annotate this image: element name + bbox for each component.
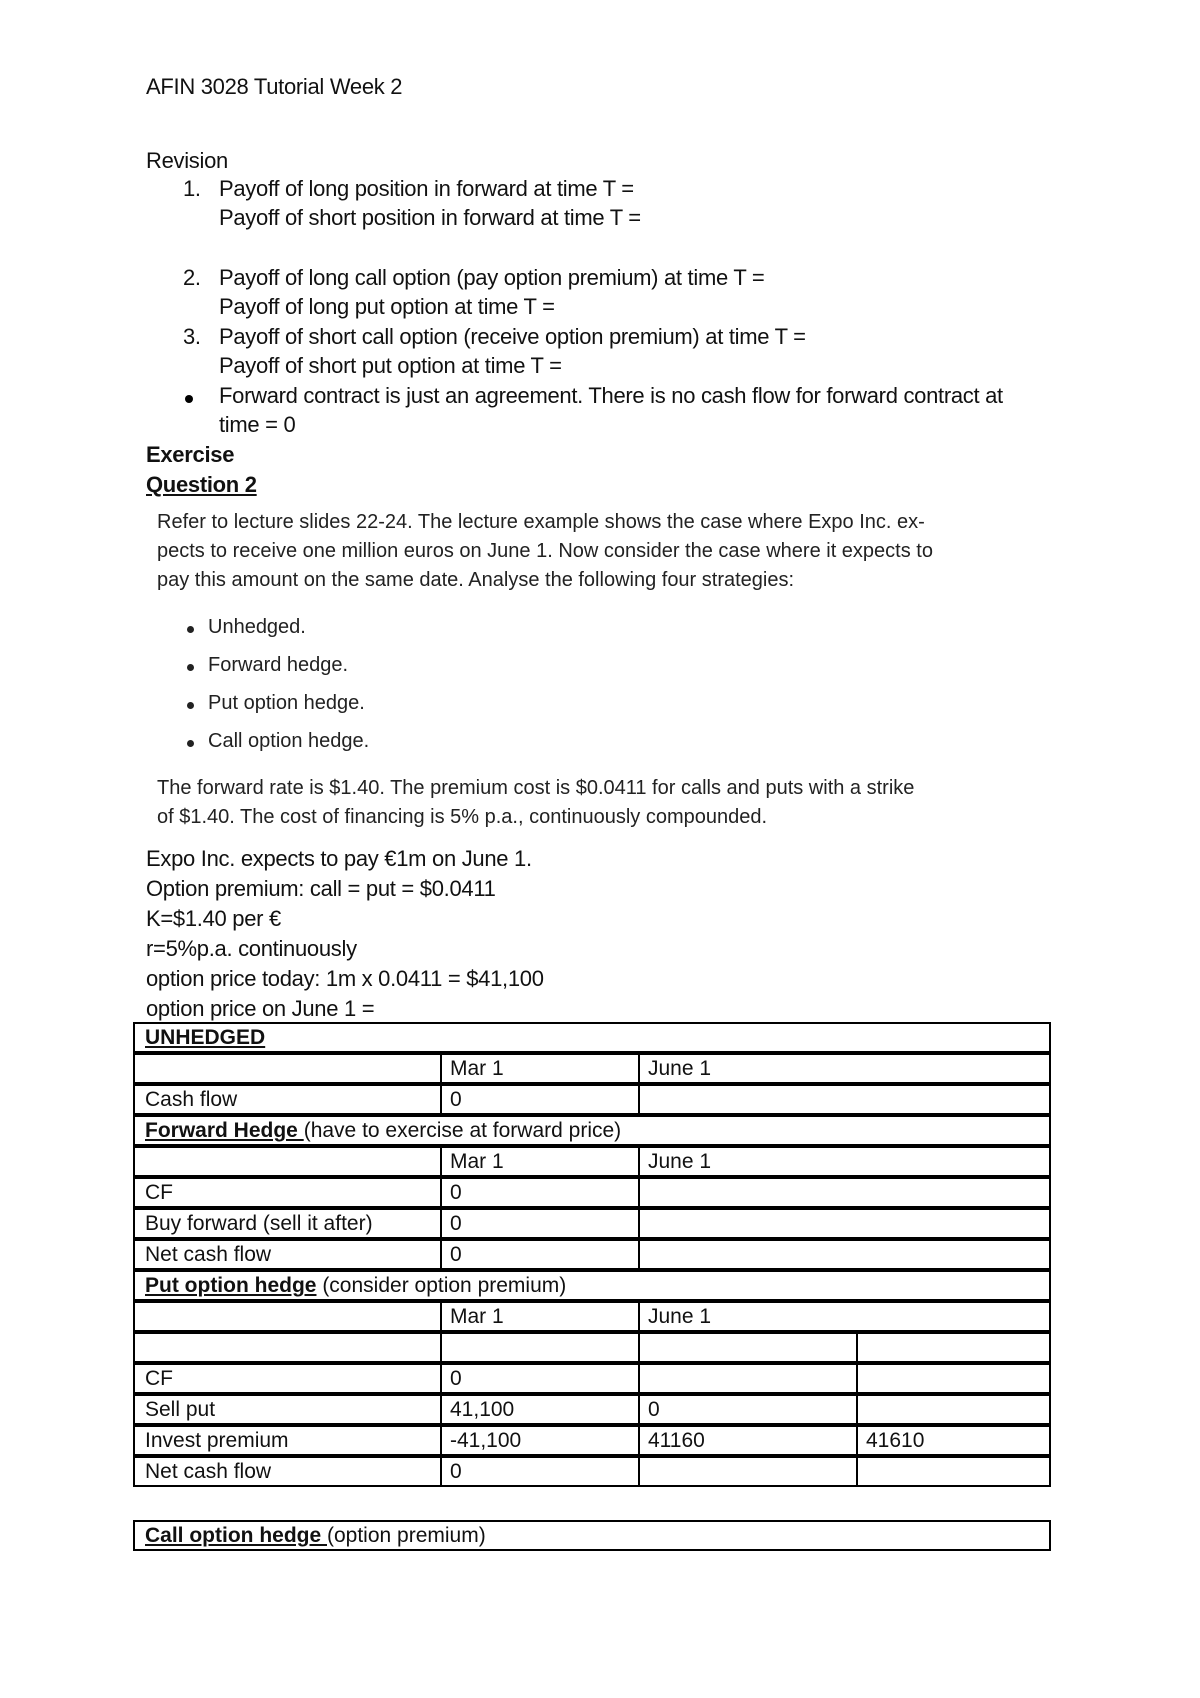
revision-item-2-line-1: Payoff of long call option (pay option premium) at time T = <box>219 265 765 290</box>
cell-value: 0 <box>450 1181 462 1204</box>
table-row <box>133 1053 1051 1084</box>
note-line: Expo Inc. expects to pay €1m on June 1. <box>146 846 532 871</box>
note-line: r=5%p.a. continuously <box>146 936 357 961</box>
revision-item-3-line-1: Payoff of short call option (receive option premium) at time T = <box>219 324 806 349</box>
row-label: Net cash flow <box>145 1460 272 1483</box>
call-hedge-title: Call option hedge (option premium) <box>145 1524 486 1547</box>
table-section-header <box>133 1115 1051 1146</box>
question-paragraph-2-line-2: of $1.40. The cost of financing is 5% p.a., continuously compounded. <box>157 806 768 828</box>
question-paragraph-line-2: pects to receive one million euros on June 1. Now consider the case where it expects to <box>157 540 933 562</box>
row-label: Invest premium <box>145 1429 289 1452</box>
table-row <box>133 1208 1051 1239</box>
bullet-icon <box>185 395 193 403</box>
cell-value: -41,100 <box>450 1429 522 1452</box>
bullet-icon <box>187 702 194 709</box>
strategy-item: Forward hedge. <box>208 654 349 676</box>
table-row <box>133 1394 1051 1425</box>
cell-value: 0 <box>450 1460 462 1483</box>
cell-value: 0 <box>648 1398 660 1421</box>
revision-item-2-line-2: Payoff of long put option at time T = <box>219 294 555 319</box>
table-row <box>133 1301 1051 1332</box>
revision-bullet-line-2: time = 0 <box>219 412 296 437</box>
column-header-june1: June 1 <box>648 1057 712 1080</box>
cell-value: 41,100 <box>450 1398 515 1421</box>
cell-value: 0 <box>450 1212 462 1235</box>
bullet-icon <box>187 740 194 747</box>
unhedged-title: UNHEDGED <box>145 1026 266 1049</box>
table-row <box>133 1425 1051 1456</box>
table-section-header <box>133 1022 1051 1053</box>
question-paragraph-line-3: pay this amount on the same date. Analyse the following four strategies: <box>157 569 795 591</box>
revision-item-1-line-2: Payoff of short position in forward at time T = <box>219 205 641 230</box>
cell-value: 0 <box>450 1243 462 1266</box>
revision-bullet-line-1: Forward contract is just an agreement. There is no cash flow for forward contract at <box>219 383 1003 408</box>
forward-hedge-title: Forward Hedge (have to exercise at forward price) <box>145 1119 622 1142</box>
table-row <box>133 1177 1051 1208</box>
note-line: option price on June 1 = <box>146 996 375 1021</box>
cell-value: 41160 <box>648 1429 705 1452</box>
exercise-heading: Exercise <box>146 442 235 467</box>
table-row <box>133 1239 1051 1270</box>
strategy-item: Unhedged. <box>208 616 306 638</box>
revision-item-1-number: 1. <box>183 176 201 201</box>
row-label: Net cash flow <box>145 1243 272 1266</box>
row-label: Cash flow <box>145 1088 238 1111</box>
table-section-header <box>133 1270 1051 1301</box>
strategy-item: Call option hedge. <box>208 730 370 752</box>
revision-item-2-number: 2. <box>183 265 201 290</box>
table-section-header <box>133 1520 1051 1551</box>
cell-value: 41610 <box>866 1429 925 1452</box>
question-paragraph-2-line-1: The forward rate is $1.40. The premium cost is $0.0411 for calls and puts with a strike <box>157 777 915 799</box>
table-row <box>133 1456 1051 1487</box>
table-row <box>133 1146 1051 1177</box>
column-header-mar1: Mar 1 <box>450 1150 504 1173</box>
cell-value: 0 <box>450 1088 462 1111</box>
row-label: Buy forward (sell it after) <box>145 1212 373 1235</box>
question-paragraph-line-1: Refer to lecture slides 22-24. The lecture example shows the case where Expo Inc. ex- <box>157 511 925 533</box>
note-line: Option premium: call = put = $0.0411 <box>146 876 496 901</box>
revision-item-3-number: 3. <box>183 324 201 349</box>
note-line: K=$1.40 per € <box>146 906 281 931</box>
revision-heading: Revision <box>146 148 228 173</box>
table-row <box>133 1363 1051 1394</box>
column-header-june1: June 1 <box>648 1150 712 1173</box>
column-header-mar1: Mar 1 <box>450 1057 504 1080</box>
row-label: CF <box>145 1181 173 1204</box>
page-title: AFIN 3028 Tutorial Week 2 <box>146 74 403 99</box>
row-label: Sell put <box>145 1398 216 1421</box>
cell-value: 0 <box>450 1367 462 1390</box>
bullet-icon <box>187 626 194 633</box>
revision-item-3-line-2: Payoff of short put option at time T = <box>219 353 562 378</box>
row-label <box>135 1334 145 1361</box>
strategy-item: Put option hedge. <box>208 692 365 714</box>
column-header-june1: June 1 <box>648 1305 712 1328</box>
row-label: CF <box>145 1367 173 1390</box>
revision-item-1-line-1: Payoff of long position in forward at time T = <box>219 176 634 201</box>
note-line: option price today: 1m x 0.0411 = $41,100 <box>146 966 544 991</box>
column-header-mar1: Mar 1 <box>450 1305 504 1328</box>
put-hedge-title: Put option hedge (consider option premium) <box>145 1274 567 1297</box>
question-heading: Question 2 <box>146 472 257 497</box>
table-row <box>133 1084 1051 1115</box>
bullet-icon <box>187 664 194 671</box>
table-row <box>133 1332 1051 1363</box>
